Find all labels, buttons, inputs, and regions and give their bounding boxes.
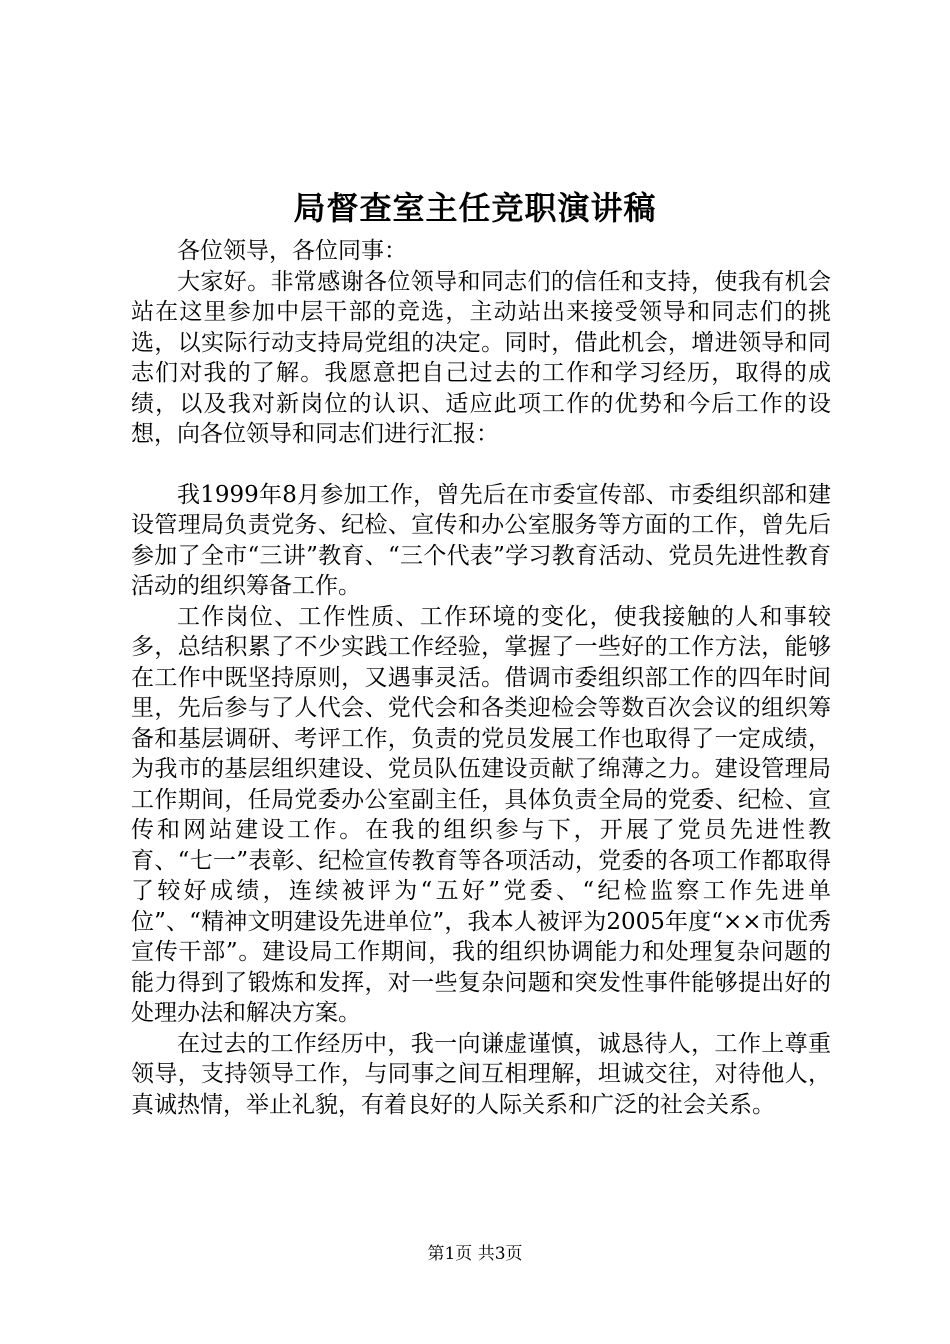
document-body [131, 236, 831, 1120]
work-history-paragraph: 我1999年8月参加工作，曾先后在市委宣传部、市委组织部和建设管理局负责党务、纪检、宣传和办公室服务等方面的工作，曾先后参加了全市“三讲”教育、“三个代表”学习教育活动、党员先进性教育活动的组织筹备工作。 [131, 481, 831, 599]
document-title: 局督查室主任竞职演讲稿 [293, 189, 657, 227]
intro-paragraph: 大家好。非常感谢各位领导和同志们的信任和支持，使我有机会站在这里参加中层干部的竞选，主动站出来接受领导和同志们的挑选，以实际行动支持局党组的决定。同时，借此机会，增进领导和同志们对我的了解。我愿意把自己过去的工作和学习经历，取得的成绩，以及我对新岗位的认识、适应此项工作的优势和今后工作的设想，向各位领导和同志们进行汇报： [131, 268, 831, 447]
experience-paragraph: 工作岗位、工作性质、工作环境的变化，使我接触的人和事较多，总结积累了不少实践工作经验，掌握了一些好的工作方法，能够在工作中既坚持原则，又遇事灵活。借调市委组织部工作的四年时间里，先后参与了人代会、党代会和各类迎检会等数百次会议的组织筹备和基层调研、考评工作，负责的党员发展工作也取得了一定成绩，为我市的基层组织建设、党员队伍建设贡献了绵薄之力。建设管理局工作期间，任局党委办公室副主任，具体负责全局的党委、纪检、宣传和网站建设工作。在我的组织参与下，开展了党员先进性教育、“七一”表彰、纪检宣传教育等各项活动，党委的各项工作都取得了较好成绩，连续被评为“五好”党委、“纪检监察工作先进单位”、“精神文明建设先进单位”，我本人被评为2005年度“××市优秀宣传干部”。建设局工作期间，我的组织协调能力和处理复杂问题的能力得到了锻炼和发挥，对一些复杂问题和突发性事件能够提出好的处理办法和解决方案。 [131, 603, 831, 1026]
page-footer: 第1页 共3页 [427, 1244, 523, 1264]
character-paragraph: 在过去的工作经历中，我一向谦虚谨慎，诚恳待人，工作上尊重领导，支持领导工作，与同事之间互相理解，坦诚交往，对待他人，真诚热情，举止礼貌，有着良好的人际关系和广泛的社会关系。 [131, 1030, 831, 1118]
salutation-paragraph: 各位领导，各位同事： [177, 238, 407, 264]
